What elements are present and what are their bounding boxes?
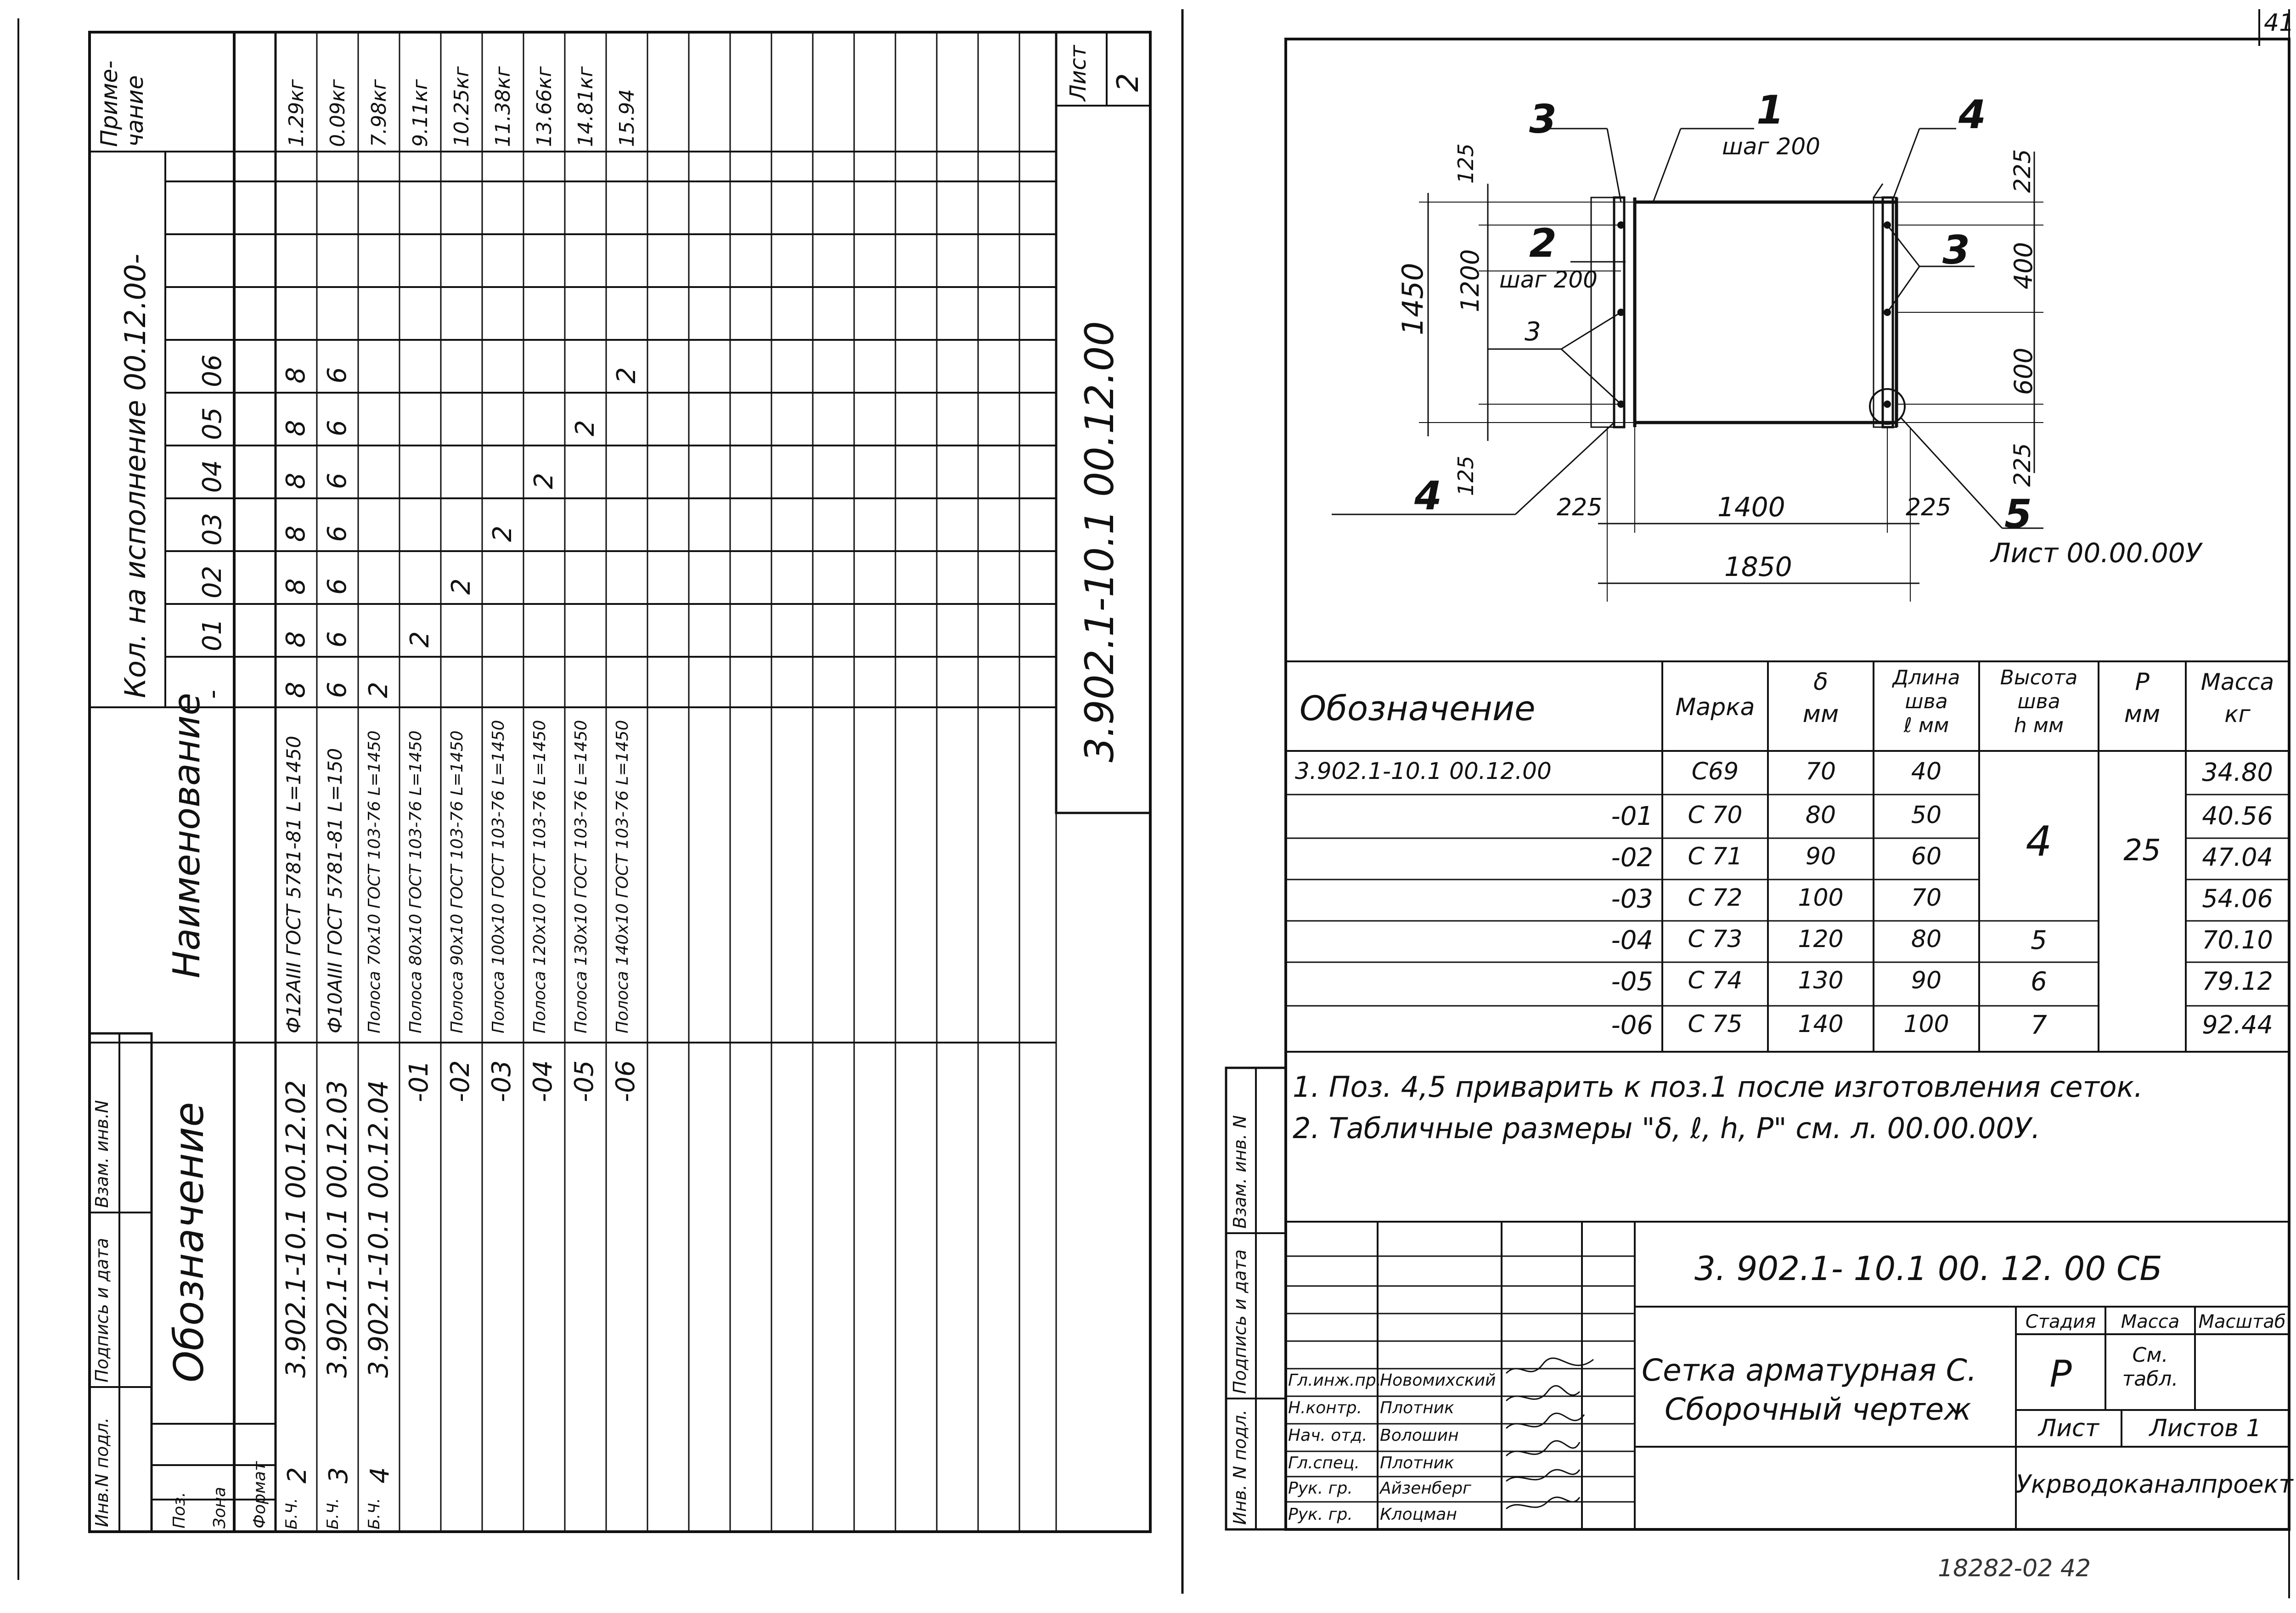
- row8-name: Полоса 130х10 ГОСТ 103-76 L=1450: [572, 720, 591, 1033]
- header-designation: Обозначение: [165, 1102, 213, 1382]
- spec-row3-length: 60: [1911, 843, 1942, 870]
- spec-header-mass: Масса кг: [2200, 669, 2274, 728]
- spec-row6-length: 90: [1911, 967, 1942, 994]
- right-side-label-sign: Подпись и дата: [1230, 1249, 1250, 1394]
- side-label-replace: Взам. инв.N: [92, 1100, 112, 1208]
- dim-225-top: 225: [2009, 149, 2036, 193]
- spec-header-p: P мм: [2124, 668, 2161, 728]
- callout-2: 2: [1529, 220, 1557, 266]
- format-label: Формат: [250, 1461, 269, 1528]
- row2-note: 0.09кг: [326, 79, 349, 147]
- row5-designation: -02: [445, 1060, 475, 1102]
- spec-row3-mass: 47.04: [2202, 843, 2273, 872]
- row4-designation: -01: [404, 1060, 434, 1102]
- dim-225-right: 225: [2009, 443, 2036, 487]
- dim-400: 400: [2009, 242, 2038, 289]
- row2-pos: 3: [324, 1467, 354, 1483]
- spec-row6-mass: 79.12: [2202, 967, 2273, 996]
- row4-qty1: 2: [405, 631, 435, 648]
- row9-designation: -06: [611, 1060, 641, 1102]
- row3-qty0: 2: [364, 682, 394, 698]
- callout-3-right: 3: [1942, 227, 1970, 273]
- spec-header-mark: Марка: [1675, 694, 1755, 721]
- row4-note: 9.11кг: [409, 79, 432, 147]
- row2-qty6: 6: [322, 367, 352, 384]
- spec-row1-delta: 70: [1805, 758, 1836, 785]
- variant-1: 01: [197, 618, 227, 651]
- dim-1850: 1850: [1724, 551, 1792, 582]
- callout-3-left: 3: [1525, 317, 1541, 347]
- spec-row5-mark: С 73: [1688, 925, 1743, 953]
- dim-1450: 1450: [1396, 263, 1429, 335]
- callout-1: 1: [1756, 87, 1784, 133]
- variant-4: 04: [197, 460, 227, 493]
- spec-row1-mass: 34.80: [2202, 758, 2273, 787]
- mass-label: Масса: [2121, 1311, 2180, 1332]
- spec-row6-designation: -05: [1611, 967, 1653, 997]
- dim-225-br: 225: [1906, 494, 1952, 521]
- row7-designation: -04: [528, 1060, 558, 1102]
- header-note: Приме- чание: [96, 60, 148, 147]
- row2-qty2: 6: [322, 578, 352, 595]
- row3-note: 7.98кг: [367, 79, 391, 147]
- row3-name: Полоса 70х10 ГОСТ 103-76 L=1450: [365, 730, 384, 1033]
- row3-designation: 3.902.1-10.1 00.12.04: [363, 1080, 394, 1378]
- spec-header-weld-length: Длина шва ℓ мм: [1892, 666, 1960, 737]
- spec-row2-mass: 40.56: [2202, 801, 2273, 830]
- stage-value: Р: [2049, 1353, 2072, 1395]
- signer-name-4: Плотник: [1380, 1454, 1454, 1472]
- row2-qty4: 6: [322, 473, 352, 489]
- signer-name-1: Новомихский: [1380, 1371, 1496, 1390]
- row6-name: Полоса 100х10 ГОСТ 103-76 L=1450: [489, 720, 508, 1033]
- right-side-label-replace: Взам. инв. N: [1230, 1115, 1250, 1229]
- variant-3: 03: [197, 513, 227, 546]
- row2-format: Б.Ч.: [324, 1498, 342, 1529]
- spec-row1-designation: 3.902.1-10.1 00.12.00: [1295, 758, 1552, 784]
- callout-5: 5: [2004, 491, 2032, 537]
- row6-qty3: 2: [488, 525, 518, 542]
- sheets-label: Листов 1: [2149, 1415, 2262, 1442]
- spec-header-delta: δ мм: [1802, 668, 1839, 728]
- sheet-ref: Лист 00.00.00У: [1991, 537, 2202, 569]
- spec-row2-delta: 80: [1805, 801, 1836, 829]
- row8-note: 14.81кг: [574, 66, 597, 147]
- note-2: 2. Табличные размеры "δ, ℓ, h, P" см. л. 00.00.00У.: [1293, 1111, 2041, 1145]
- step-label-left: шаг 200: [1499, 266, 1598, 293]
- spec-row7-height: 7: [2031, 1010, 2047, 1040]
- row3-pos: 4: [365, 1467, 395, 1483]
- signer-role-2: Н.контр.: [1288, 1399, 1362, 1417]
- row2-qty0: 6: [322, 682, 352, 698]
- title-code: 3. 902.1- 10.1 00. 12. 00 СБ: [1694, 1249, 2162, 1288]
- stage-label: Стадия: [2025, 1311, 2096, 1332]
- signer-role-5: Рук. гр.: [1288, 1479, 1353, 1498]
- row8-qty5: 2: [570, 420, 600, 436]
- row9-name: Полоса 140х10 ГОСТ 103-76 L=1450: [613, 720, 632, 1033]
- spec-merged-h: 4: [2026, 818, 2052, 866]
- spec-row5-mass: 70.10: [2202, 925, 2273, 954]
- mesh-drawing: [1332, 129, 2043, 602]
- dim-125-bottom: 125: [1453, 456, 1478, 496]
- row5-qty2: 2: [446, 578, 476, 595]
- spec-row7-length: 100: [1903, 1010, 1949, 1038]
- row9-note: 15.94: [615, 89, 639, 147]
- row2-qty3: 6: [322, 525, 352, 542]
- left-sheet-label: Лист: [1065, 45, 1091, 101]
- org-name: Укрводоканалпроект: [2016, 1470, 2293, 1499]
- bottom-code: 18282-02 42: [1938, 1555, 2091, 1582]
- sheet-label: Лист: [2038, 1415, 2099, 1442]
- callout-3-top: 3: [1529, 96, 1557, 142]
- row1-qty4: 8: [281, 473, 311, 489]
- spec-row4-mass: 54.06: [2202, 884, 2273, 913]
- side-label-inv: Инв.N подл.: [92, 1417, 112, 1527]
- row2-designation: 3.902.1-10.1 00.12.03: [321, 1080, 353, 1378]
- row4-name: Полоса 80х10 ГОСТ 103-76 L=1450: [406, 730, 425, 1033]
- signatures-image: [1502, 1350, 1603, 1529]
- header-name: Наименование: [165, 693, 208, 978]
- variant-0: -: [197, 689, 227, 699]
- row6-note: 11.38кг: [491, 66, 515, 147]
- spec-row3-designation: -02: [1611, 843, 1653, 873]
- row1-format: Б.Ч.: [282, 1498, 301, 1529]
- signer-name-5: Айзенберг: [1380, 1479, 1471, 1498]
- row1-note: 1.29кг: [285, 79, 308, 147]
- spec-row1-length: 40: [1911, 758, 1942, 785]
- mass-value: См. табл.: [2122, 1343, 2178, 1391]
- pos-label: Поз.: [170, 1492, 189, 1528]
- signer-name-3: Волошин: [1380, 1426, 1459, 1445]
- row9-qty6: 2: [612, 367, 642, 384]
- row1-name: Ф12АIII ГОСТ 5781-81 L=1450: [282, 736, 305, 1033]
- spec-row7-delta: 140: [1798, 1010, 1844, 1038]
- row5-name: Полоса 90х10 ГОСТ 103-76 L=1450: [448, 730, 467, 1033]
- left-stamp-code: 3.902.1-10.1 00.12.00: [1077, 321, 1123, 762]
- title-line2: Сборочный чертеж: [1665, 1392, 1971, 1427]
- page-number: 41: [2264, 9, 2295, 37]
- row6-designation: -03: [487, 1060, 517, 1102]
- header-qty: Кол. на исполнение 00.12.00-: [118, 254, 152, 698]
- row1-qty5: 8: [281, 420, 311, 436]
- spec-row7-mark: С 75: [1688, 1010, 1743, 1038]
- spec-row5-length: 80: [1911, 925, 1942, 953]
- signer-name-2: Плотник: [1380, 1399, 1454, 1417]
- signer-role-1: Гл.инж.пр.: [1288, 1371, 1382, 1390]
- zone-label: Зона: [210, 1487, 229, 1528]
- spec-row4-length: 70: [1911, 884, 1942, 912]
- scale-label: Масштаб: [2198, 1311, 2286, 1332]
- row1-qty1: 8: [281, 631, 311, 648]
- side-label-sign: Подпись и дата: [92, 1238, 112, 1382]
- row1-qty0: 8: [281, 682, 311, 698]
- row2-name: Ф10АIII ГОСТ 5781-81 L=150: [324, 748, 346, 1033]
- spec-merged-p: 25: [2123, 834, 2161, 868]
- spec-header-weld-height: Высота шва h мм: [2000, 666, 2078, 737]
- spec-row6-mark: С 74: [1688, 967, 1743, 994]
- row7-name: Полоса 120х10 ГОСТ 103-76 L=1450: [530, 720, 549, 1033]
- callout-4-top: 4: [1958, 92, 1986, 138]
- spec-row5-height: 5: [2031, 925, 2047, 955]
- row2-qty5: 6: [322, 420, 352, 436]
- spec-row2-length: 50: [1911, 801, 1942, 829]
- spec-row2-designation: -01: [1611, 801, 1653, 831]
- right-side-label-inv: Инв. N подл.: [1230, 1409, 1250, 1525]
- spec-header-designation: Обозначение: [1300, 689, 1536, 728]
- row5-note: 10.25кг: [450, 66, 473, 147]
- dim-1400: 1400: [1717, 491, 1785, 523]
- variant-6: 06: [197, 354, 227, 387]
- row2-qty1: 6: [322, 631, 352, 648]
- row1-designation: 3.902.1-10.1 00.12.02: [280, 1080, 311, 1378]
- row3-format: Б.Ч.: [365, 1498, 383, 1529]
- spec-row5-delta: 120: [1798, 925, 1844, 953]
- spec-row6-delta: 130: [1798, 967, 1844, 994]
- row1-pos: 2: [282, 1467, 312, 1483]
- row7-qty4: 2: [529, 473, 559, 489]
- row7-note: 13.66кг: [533, 66, 556, 147]
- spec-row2-mark: С 70: [1688, 801, 1743, 829]
- row1-qty3: 8: [281, 525, 311, 542]
- spec-row4-designation: -03: [1611, 884, 1653, 914]
- spec-row4-mark: С 72: [1688, 884, 1743, 912]
- spec-row3-delta: 90: [1805, 843, 1836, 870]
- dim-1200: 1200: [1456, 249, 1485, 312]
- signer-role-4: Гл.спец.: [1288, 1454, 1360, 1472]
- spec-row6-height: 6: [2031, 967, 2047, 997]
- spec-row5-designation: -04: [1611, 925, 1653, 955]
- row1-qty6: 8: [281, 367, 311, 384]
- step-label-top: шаг 200: [1722, 133, 1820, 160]
- spec-row7-mass: 92.44: [2202, 1010, 2273, 1039]
- spec-row3-mark: С 71: [1688, 843, 1743, 870]
- note-1: 1. Поз. 4,5 приварить к поз.1 после изготовления сеток.: [1293, 1070, 2143, 1104]
- left-sheet-number: 2: [1111, 73, 1145, 92]
- variant-2: 02: [197, 565, 227, 598]
- spec-row4-delta: 100: [1798, 884, 1844, 912]
- title-line1: Сетка арматурная С.: [1642, 1353, 1977, 1388]
- row8-designation: -05: [569, 1060, 599, 1102]
- variant-5: 05: [197, 407, 227, 440]
- signer-role-6: Рук. гр.: [1288, 1505, 1353, 1524]
- signer-name-6: Клоцман: [1380, 1505, 1457, 1524]
- dim-600: 600: [2009, 347, 2038, 395]
- dim-125-top: 125: [1453, 143, 1478, 184]
- callout-4-bottom: 4: [1414, 473, 1442, 519]
- signer-role-3: Нач. отд.: [1288, 1426, 1367, 1445]
- dim-225-bl: 225: [1557, 494, 1603, 521]
- row1-qty2: 8: [281, 578, 311, 595]
- spec-row1-mark: С69: [1691, 758, 1739, 785]
- spec-row7-designation: -06: [1611, 1010, 1653, 1040]
